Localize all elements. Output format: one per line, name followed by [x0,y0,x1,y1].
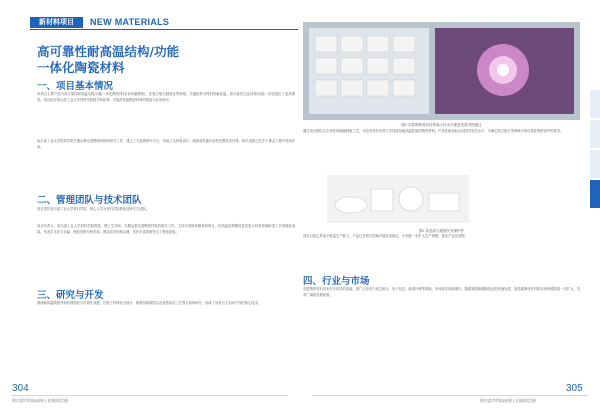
paragraph: 先进陶瓷材料具有许多优异的性能，被广泛应用于航空航天、电子信息、能源环保等领域，市场需求持续增长。随着我国高端制造业的快速发展，高性能陶瓷材料的市场规模将进一步扩大，具有广阔的发展前景。 [303,287,580,297]
category-english: NEW MATERIALS [90,17,170,27]
footer-text-right: 哈尔滨市科技成果 | 招商项目册 [480,398,536,403]
category-badge: 新材料项目 [30,17,83,28]
figure-caption: 图2 高品质与超强失效保护件 [418,229,465,233]
paragraph: 本项目主要产品为高可靠性耐高温结构/功能一体化陶瓷材料(非织碳增韧)，在航空航天制造业等领域，关键部件对材料的耐高温、高可靠性以及结构/功能一体化提出了更高要求。项目依托哈尔滨工业大学材料学院的学科优势，开展高性能陶瓷材料的制备与应用研究。 [37,92,295,102]
header-divider [30,29,298,30]
section-heading-market: 四、行业与市场 [303,276,370,287]
figure-caption: 图1 试样陶瓷材料经等离子体多次重复热震考核通过 [401,123,482,127]
product-photo-main [303,22,580,120]
footer-divider [312,395,588,396]
side-tab-strip [590,90,600,210]
side-tab [590,120,600,148]
paragraph: 通过项目团队自主研发的熔融制备工艺，可获得具有优异力学性能及耐高温性能的陶瓷材料，产品性能指标达到国内领先水平，可满足航空航天等领域对高可靠性陶瓷部件的需求。 [303,129,564,133]
section-heading-team: 二、管理团队与技术团队 [37,195,142,206]
paragraph: 围绕耐高温陶瓷材料的强韧化与可靠性问题，开展了材料组分设计、微观结构调控以及成型烧结工艺等方面的研究，形成了具有自主知识产权的核心技术。 [37,301,262,305]
page-subtitle: 一体化陶瓷材料 [37,60,125,75]
product-photo-secondary [327,175,469,223]
paragraph: 项目负责人：哈尔滨工业大学材料学院教授、博士生导师，长期从事先进陶瓷材料的研究工作，主持多项国家级科研项目，在高温结构陶瓷及其复合材料领域取得了多项创新成果，发表学术论文多篇，授权发明专利多项。团队成员结构合理，具有丰富的研发与工程化经验。 [37,224,295,234]
page-number-right: 305 [566,383,583,394]
paragraph: 项目依托哈尔滨工业大学材料学院，核心人员为材料学院教授及研究生团队。 [37,207,150,211]
page-title: 高可靠性耐高温结构/功能 [37,44,180,59]
page-number-left: 304 [12,383,29,394]
paragraph: 哈尔滨工业大学材料学院长期从事先进陶瓷材料的研究工作，建立了完善的研究平台，形成了从材料设计、制备到性能评价的完整技术体系，相关成果已在多个重点工程中得到应用。 [37,139,295,149]
paragraph: 项目目前已具备小批量生产能力，产品已在相关领域开展应用验证，计划进一步扩大生产规模，推动产业化进程。 [303,234,468,238]
section-heading-basic-info: 一、项目基本情况 [37,81,114,92]
side-tab [590,90,600,118]
footer-text-left: 哈尔滨市科技成果 | 招商项目册 [12,398,68,403]
section-heading-rnd: 三、研究与开发 [37,290,104,301]
side-tab-active [590,180,600,208]
footer-divider [12,395,288,396]
side-tab [590,150,600,178]
